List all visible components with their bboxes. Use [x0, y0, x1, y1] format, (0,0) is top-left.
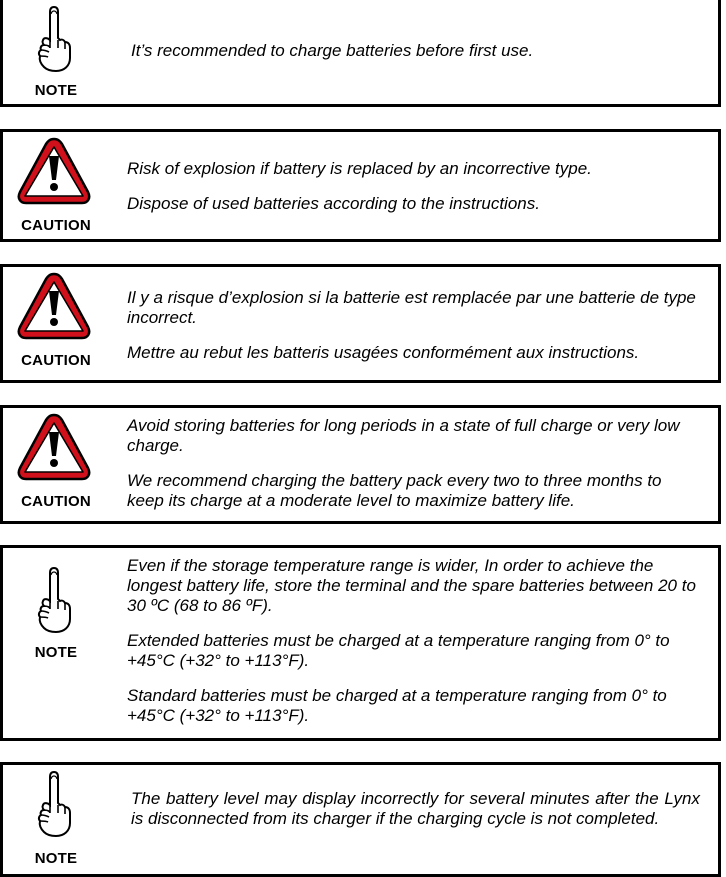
notice-paragraph: Standard batteries must be charged at a temperature ranging from 0° to +45°C (+32° to +113°F).: [127, 686, 667, 725]
warning-exclamation-icon: [16, 271, 92, 341]
notice-label: CAUTION: [21, 217, 91, 234]
notice-label: NOTE: [34, 850, 78, 867]
notice-text: [127, 288, 700, 363]
notice-paragraph: The battery level may display incorrectly for several minutes after the Lynx is disconnected from its charger if the charging cycle is not completed.: [131, 789, 700, 828]
notice-box-caution-3: [0, 405, 721, 524]
notice-text: [127, 159, 700, 214]
notice-paragraph: Dispose of used batteries according to the instructions.: [127, 194, 540, 213]
notice-box-note-3: [0, 762, 721, 877]
notice-label: NOTE: [34, 644, 78, 661]
notice-paragraph: It’s recommended to charge batteries before first use.: [131, 41, 534, 60]
notice-text: [131, 41, 700, 61]
notice-icon-column: [3, 408, 113, 521]
notice-icon-column: [3, 0, 113, 104]
notice-text: [127, 416, 700, 511]
notice-paragraph: Extended batteries must be charged at a temperature ranging from 0° to +45°C (+32° to +113°F).: [127, 631, 670, 670]
warning-exclamation-icon: [16, 136, 92, 206]
warning-exclamation-icon: [16, 412, 92, 482]
notice-icon-column: [3, 548, 113, 738]
notice-icon-column: [3, 132, 113, 239]
notice-box-caution-2: [0, 264, 721, 383]
notice-label: NOTE: [34, 82, 78, 99]
notice-text: [127, 556, 700, 726]
notice-label: CAUTION: [21, 493, 91, 510]
pointing-hand-icon: [34, 769, 76, 837]
notice-paragraph: Avoid storing batteries for long periods in a state of full charge or very low charge.: [127, 416, 680, 455]
notice-paragraph: Il y a risque d’explosion si la batterie est remplacée par une batterie de type incorrect.: [127, 288, 696, 327]
notice-paragraph: Mettre au rebut les batteris usagées conformément aux instructions.: [127, 343, 640, 362]
notice-paragraph: We recommend charging the battery pack every two to three months to keep its charge at a moderate level to maximize battery life.: [127, 471, 662, 510]
notice-paragraph: Risk of explosion if battery is replaced by an incorrective type.: [127, 159, 592, 178]
notice-text: [131, 789, 700, 829]
notice-box-note-1: [0, 0, 721, 107]
notice-box-caution-1: [0, 129, 721, 242]
notice-label: CAUTION: [21, 352, 91, 369]
pointing-hand-icon: [34, 4, 76, 72]
pointing-hand-icon: [34, 565, 76, 633]
notice-box-note-2: [0, 545, 721, 741]
notice-paragraph: Even if the storage temperature range is wider, In order to achieve the longest battery life, store the terminal and the spare batteries between 20 to 30 ºC (68 to 86 ºF).: [127, 556, 696, 615]
notice-icon-column: [3, 765, 113, 874]
notice-icon-column: [3, 267, 113, 380]
